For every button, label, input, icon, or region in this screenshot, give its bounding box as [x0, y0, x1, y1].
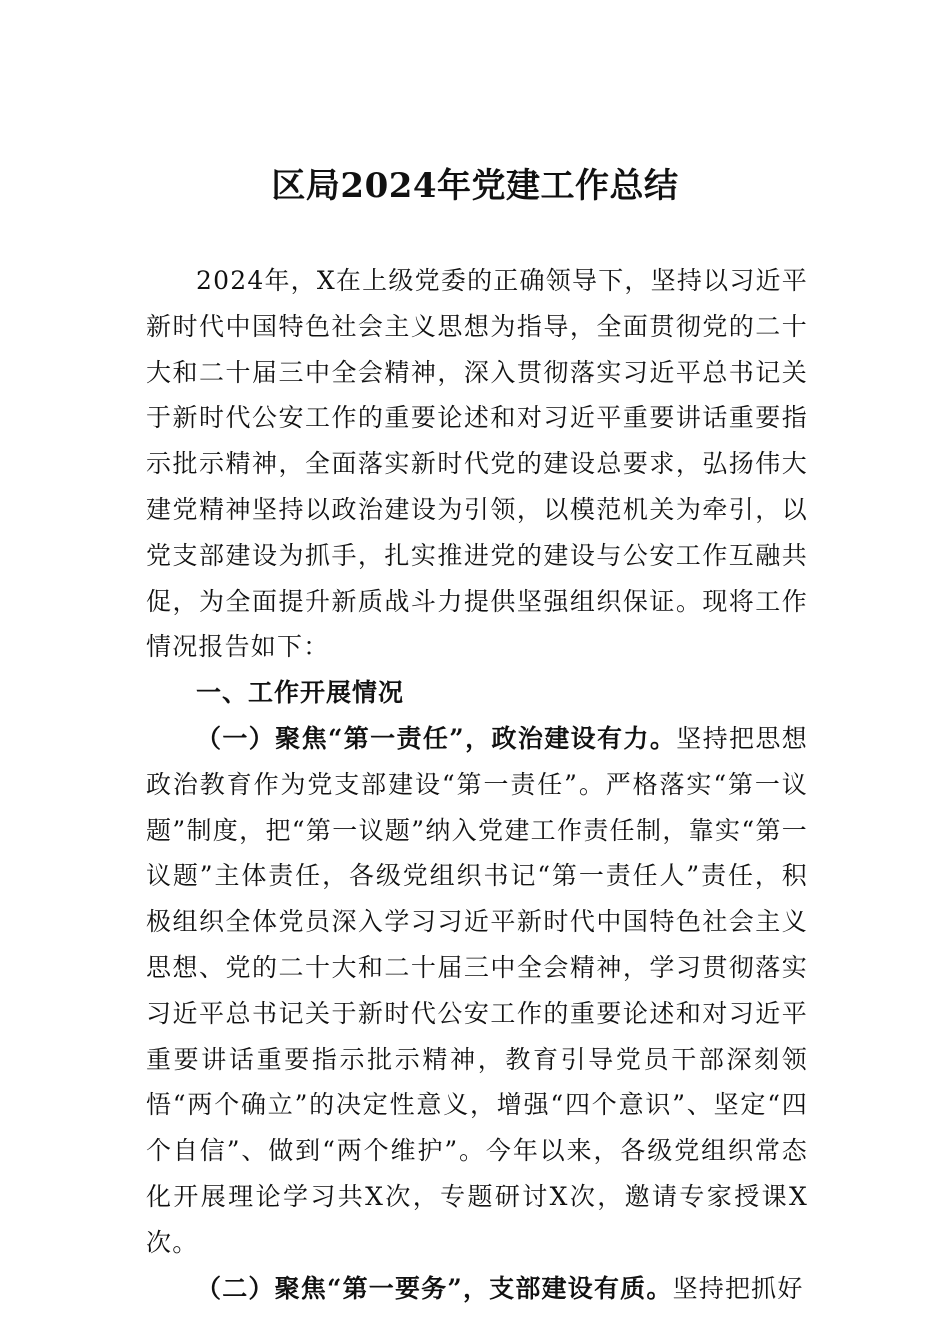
- document-title: 区局2024年党建工作总结: [271, 166, 679, 206]
- item-body-2: 坚持把抓好: [672, 1273, 804, 1303]
- item-body-1: 坚持把思想政治教育作为党支部建设“第一责任”。严格落实“第一议题”制度，把“第一议题”纳入党建工作责任制，靠实“第一议题”主体责任，各级党组织书记“第一责任人”责任，积极组织全体党员深入学习习近平新时代中国特色社会主义思想、党的二十大和二十届三中全会精神，学习贯彻落实习近平总书记关于新时代公安工作的重要论述和对习近平重要讲话重要指示批示精神，教育引导党员干部深刻领悟“两个确立”的决定性意义，增强“四个意识”、坚定“四个自信”、做到“两个维护”。今年以来，各级党组织常态化开展理论学习共X次，专题研讨X次，邀请专家授课X次。: [146, 723, 808, 1257]
- intro-paragraph: 2024年，X在上级党委的正确领导下，坚持以习近平新时代中国特色社会主义思想为指导，全面贯彻党的二十大和二十届三中全会精神，深入贯彻落实习近平总书记关于新时代公安工作的重要论述和对习近平重要讲话重要指示批示精神，全面落实新时代党的建设总要求，弘扬伟大建党精神坚持以政治建设为引领，以模范机关为牵引，以党支部建设为抓手，扎实推进党的建设与公安工作互融共促，为全面提升新质战斗力提供坚强组织保证。现将工作情况报告如下：: [146, 266, 808, 662]
- document-body: [146, 258, 808, 1311]
- item-paragraph-2: [146, 1266, 808, 1312]
- item-paragraph-1: [146, 716, 808, 1266]
- item-heading-2: （二）聚焦“第一要务”，支部建设有质。: [196, 1273, 673, 1303]
- section-heading: 一、工作开展情况: [196, 678, 405, 708]
- item-heading-1: （一）聚焦“第一责任”，政治建设有力。: [196, 723, 677, 753]
